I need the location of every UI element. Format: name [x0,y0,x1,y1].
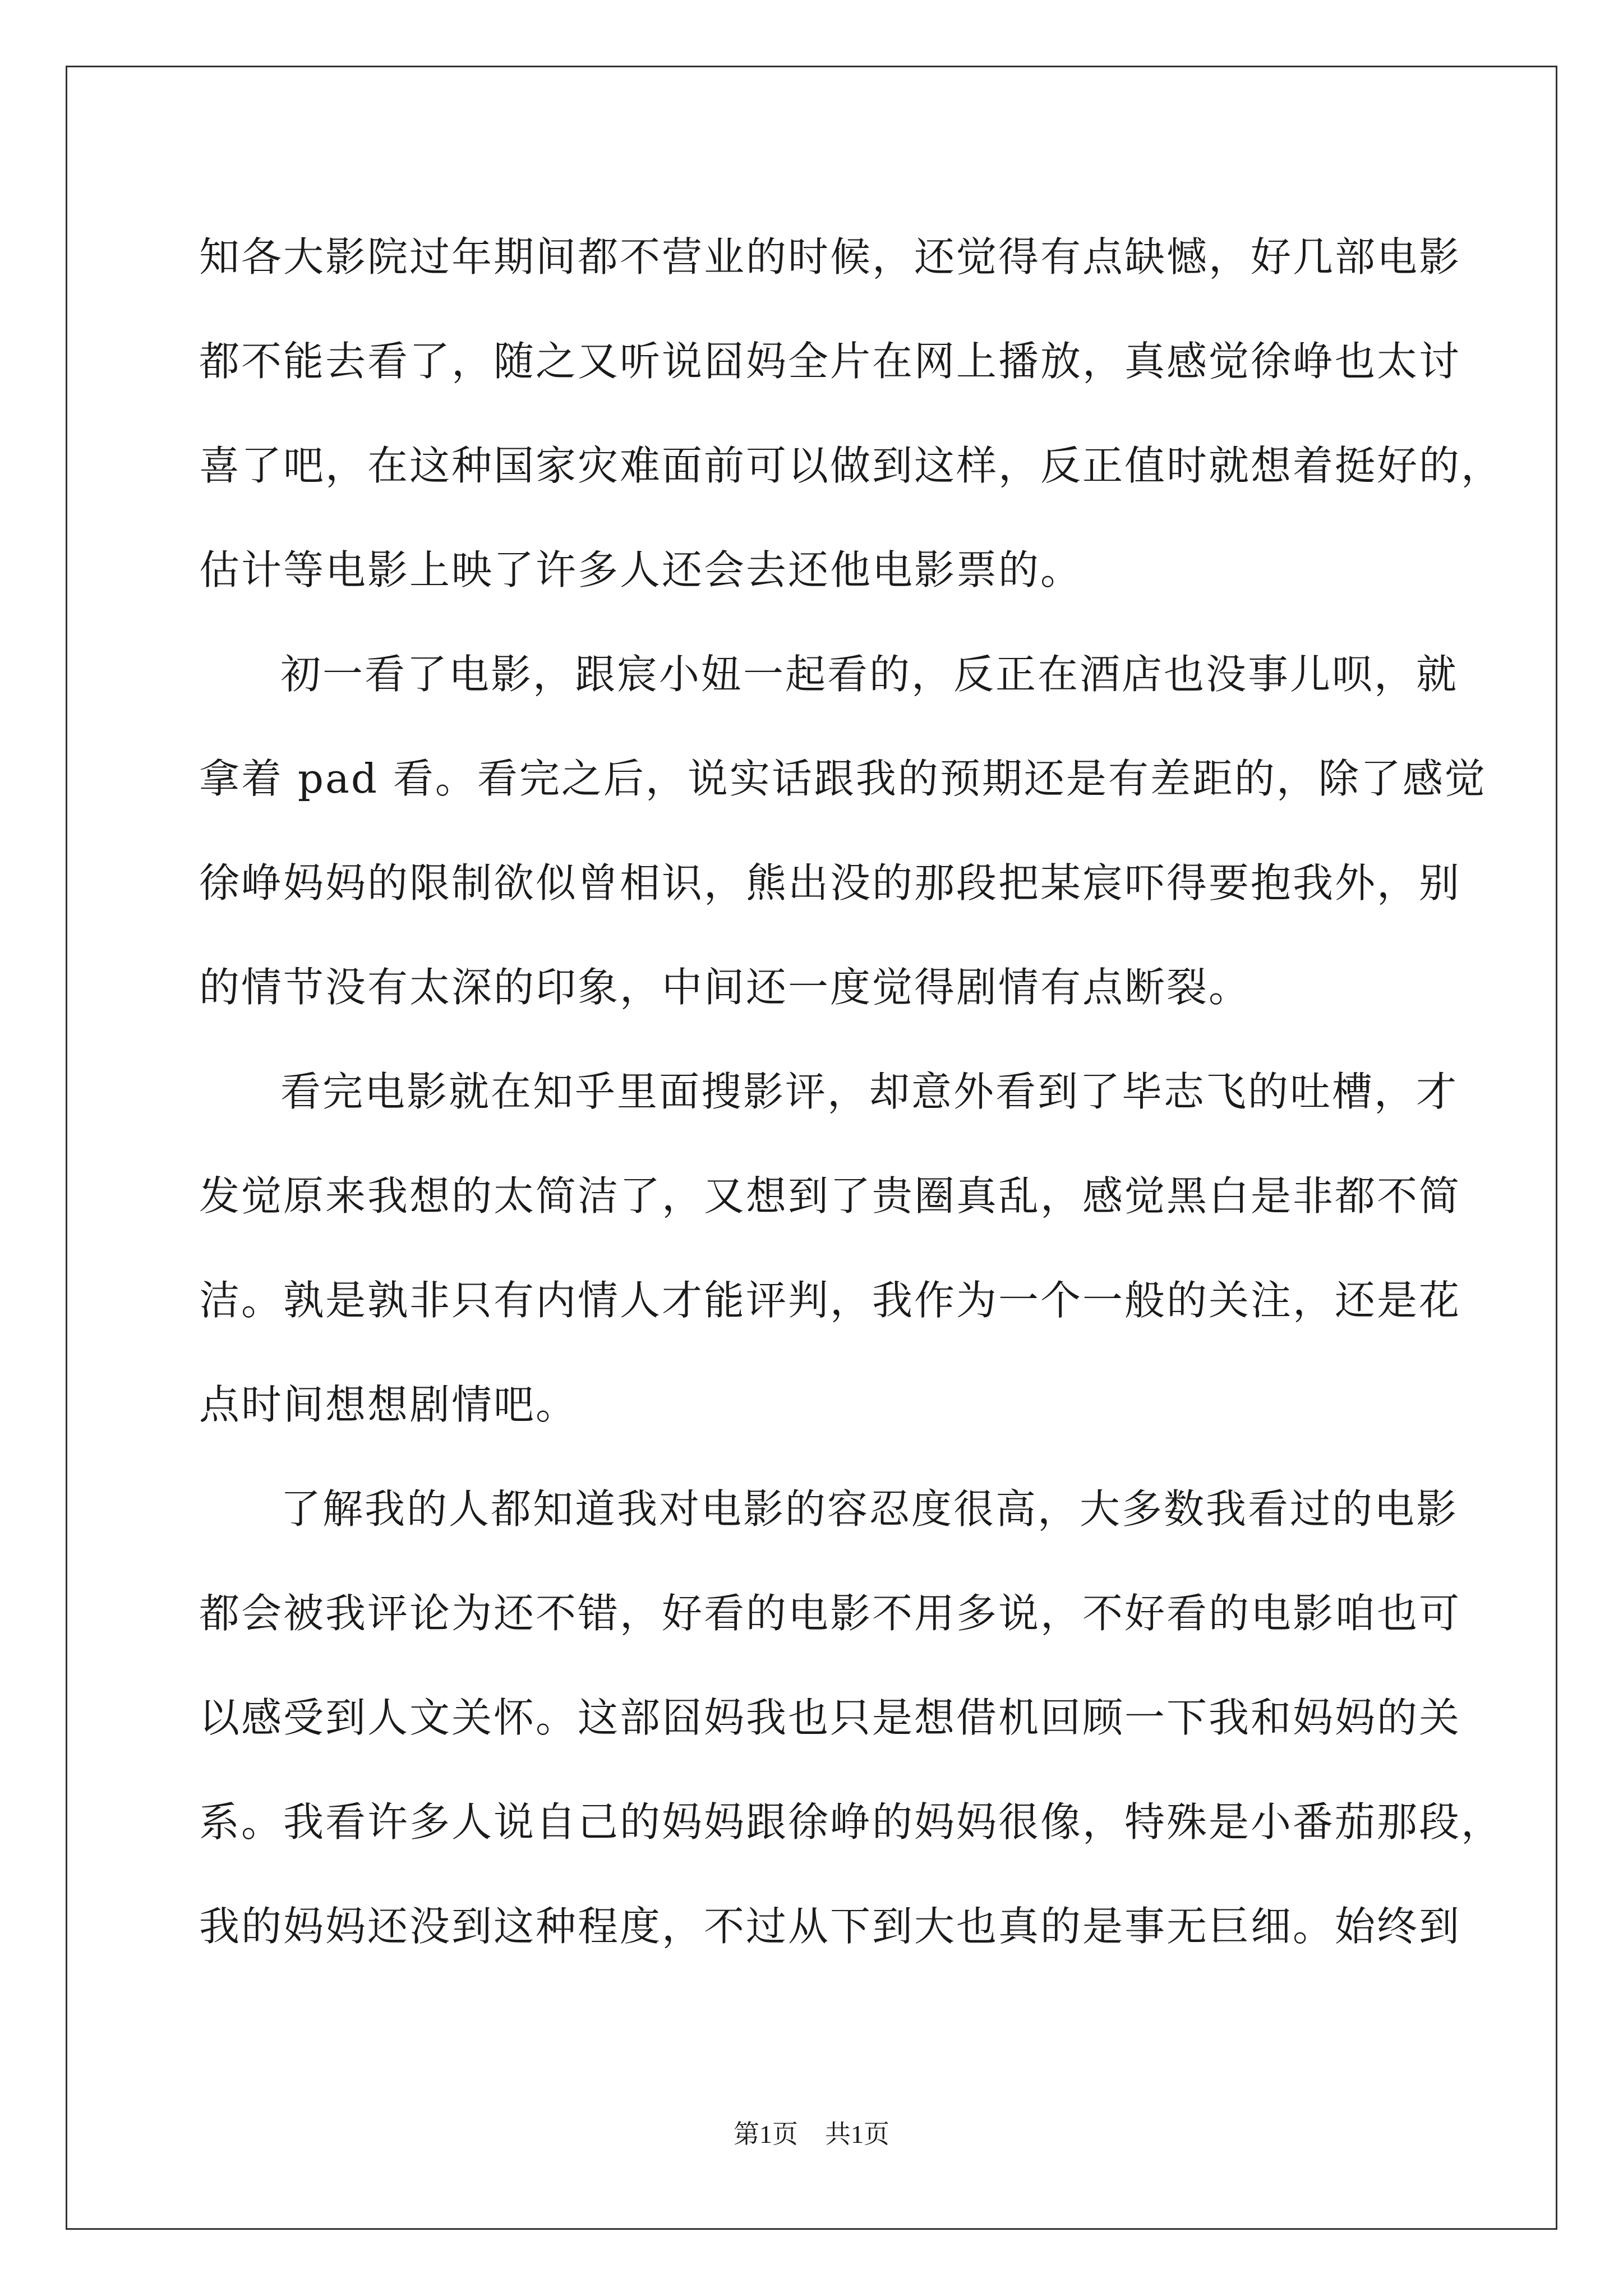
text-line: 都会被我评论为还不错，好看的电影不用多说，不好看的电影咱也可 [199,1590,1461,1637]
text-line: 知各大影院过年期间都不营业的时候，还觉得有点缺憾，好几部电影 [199,233,1461,280]
text-line: 拿着 pad 看。看完之后，说实话跟我的预期还是有差距的，除了感觉 [199,755,1487,802]
page-total: 共1页 [825,2120,889,2148]
paragraph-1 [199,205,1504,622]
text-line: 徐峥妈妈的限制欲似曾相识，熊出没的那段把某宸吓得要抱我外，别 [199,859,1461,907]
text-line: 发觉原来我想的太简洁了，又想到了贵圈真乱，感觉黑白是非都不简 [199,1172,1461,1220]
page-footer [0,2114,1623,2151]
text-line: 洁。孰是孰非只有内情人才能评判，我作为一个一般的关注，还是花 [199,1277,1461,1324]
text-line: 以感受到人文关怀。这部囧妈我也只是想借机回顾一下我和妈妈的关 [199,1694,1461,1741]
text-line: 都不能去看了，随之又听说囧妈全片在网上播放，真感觉徐峥也太讨 [199,338,1461,385]
text-line: 了解我的人都知道我对电影的容忍度很高，大多数我看过的电影 [280,1485,1459,1533]
paragraph-3 [199,1039,1461,1457]
text-line: 看完电影就在知乎里面搜影评，却意外看到了毕志飞的吐槽，才 [280,1068,1459,1115]
page-number: 第1页 [734,2120,798,2148]
paragraph-2 [199,622,1487,1039]
document-body [199,205,1504,1978]
text-line: 点时间想想剧情吧。 [199,1381,578,1428]
text-line: 估计等电影上映了许多人还会去还他电影票的。 [199,546,1083,593]
text-line: 的情节没有太深的印象，中间还一度觉得剧情有点断裂。 [199,964,1251,1011]
paragraph-4 [199,1457,1504,1978]
text-line: 喜了吧，在这种国家灾难面前可以做到这样，反正值时就想着挺好的， [199,442,1504,489]
text-line: 我的妈妈还没到这种程度，不过从下到大也真的是事无巨细。始终到 [199,1903,1461,1950]
text-line: 初一看了电影，跟宸小妞一起看的，反正在酒店也没事儿呗，就 [280,651,1459,698]
text-line: 系。我看许多人说自己的妈妈跟徐峥的妈妈很像，特殊是小番茄那段， [199,1798,1504,1846]
